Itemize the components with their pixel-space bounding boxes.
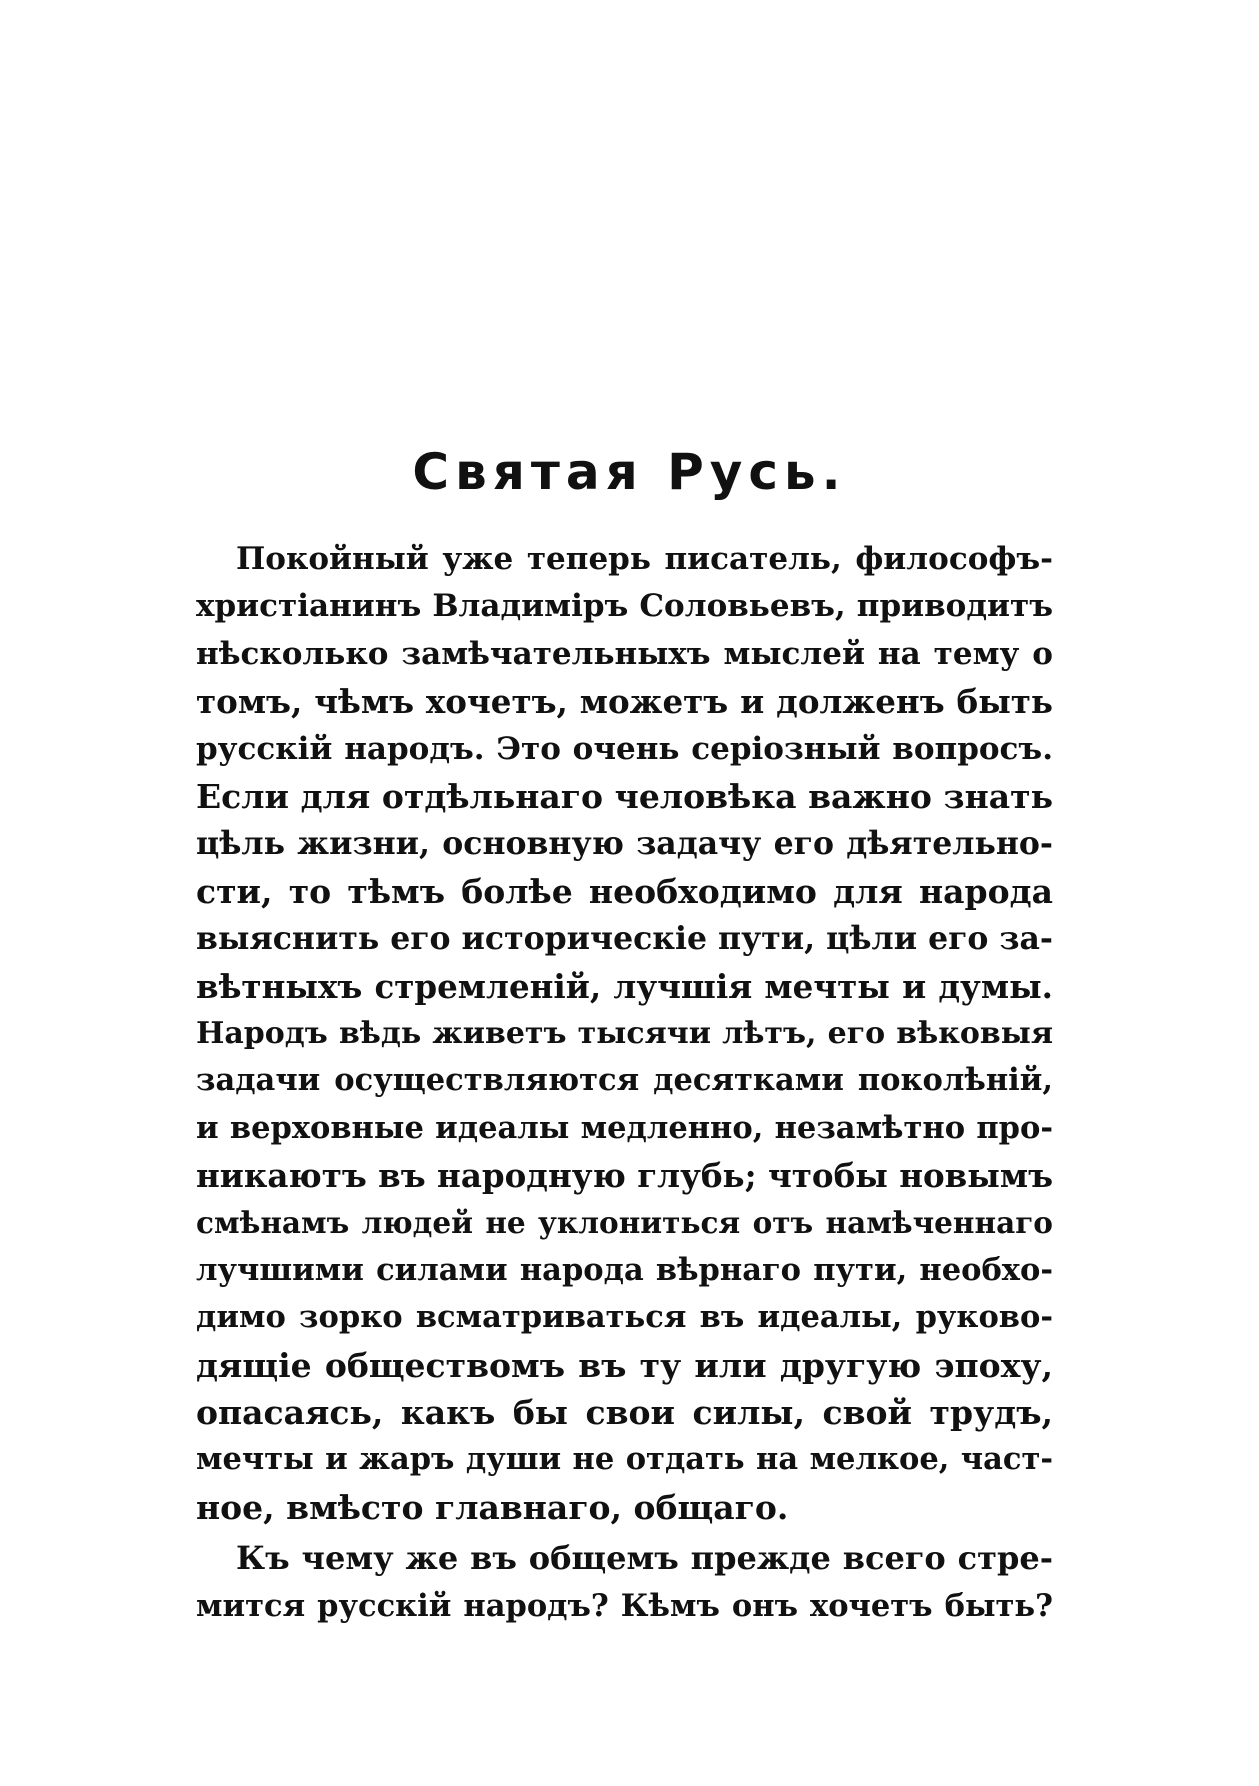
text-line: ное, вмѣсто главнаго, общаго.	[196, 1487, 789, 1527]
text-line: и верховные идеалы медленно, незамѣтно про-	[196, 1109, 1053, 1146]
text-line: опасаясь, какъ бы свои силы, свой трудъ,	[196, 1393, 1053, 1433]
text-line: никаютъ въ народную глубь; чтобы новымъ	[196, 1156, 1053, 1196]
text-line: вѣтныхъ стремленій, лучшія мечты и думы.	[196, 966, 1053, 1006]
text-line: христіанинъ Владиміръ Соловьевъ, приводитъ	[196, 588, 1053, 625]
text-line: Народъ вѣдь живетъ тысячи лѣтъ, его вѣковыя	[196, 1015, 1053, 1051]
paragraph	[196, 1535, 1053, 1630]
text-line: Покойный уже теперь писатель, философъ-	[236, 541, 1053, 577]
paragraph	[196, 536, 1053, 1531]
text-line: сти, то тѣмъ болѣе необходимо для народа	[196, 871, 1053, 911]
text-line: дящіе обществомъ въ ту или другую эпоху,	[196, 1345, 1053, 1385]
chapter-title: Святая Русь.	[412, 443, 847, 501]
text-line: томъ, чѣмъ хочетъ, можетъ и долженъ быть	[196, 682, 1053, 722]
body-text	[196, 536, 1053, 1630]
text-line: цѣль жизни, основную задачу его дѣятельно-	[196, 825, 1053, 863]
text-line: Къ чему же въ общемъ прежде всего стре-	[236, 1539, 1053, 1578]
text-line: смѣнамъ людей не уклониться отъ намѣченнаго	[196, 1205, 1053, 1241]
text-line: Если для отдѣльнаго человѣка важно знать	[196, 776, 1053, 816]
text-line: нѣсколько замѣчательныхъ мыслей на тему о	[196, 635, 1053, 672]
text-line: выяснить его историческіе пути, цѣли его за-	[196, 920, 1053, 958]
text-line: русскій народъ. Это очень серіозный вопросъ.	[196, 730, 1053, 767]
text-line: мечты и жаръ души не отдать на мелкое, част-	[196, 1441, 1053, 1478]
text-line: димо зорко всматриваться въ идеалы, руково-	[196, 1299, 1053, 1336]
text-line: задачи осуществляются десятками поколѣній,	[196, 1062, 1053, 1099]
text-line: лучшими силами народа вѣрнаго пути, необхо-	[196, 1251, 1053, 1288]
text-line: мится русскій народъ? Кѣмъ онъ хочетъ быть?	[196, 1587, 1053, 1624]
